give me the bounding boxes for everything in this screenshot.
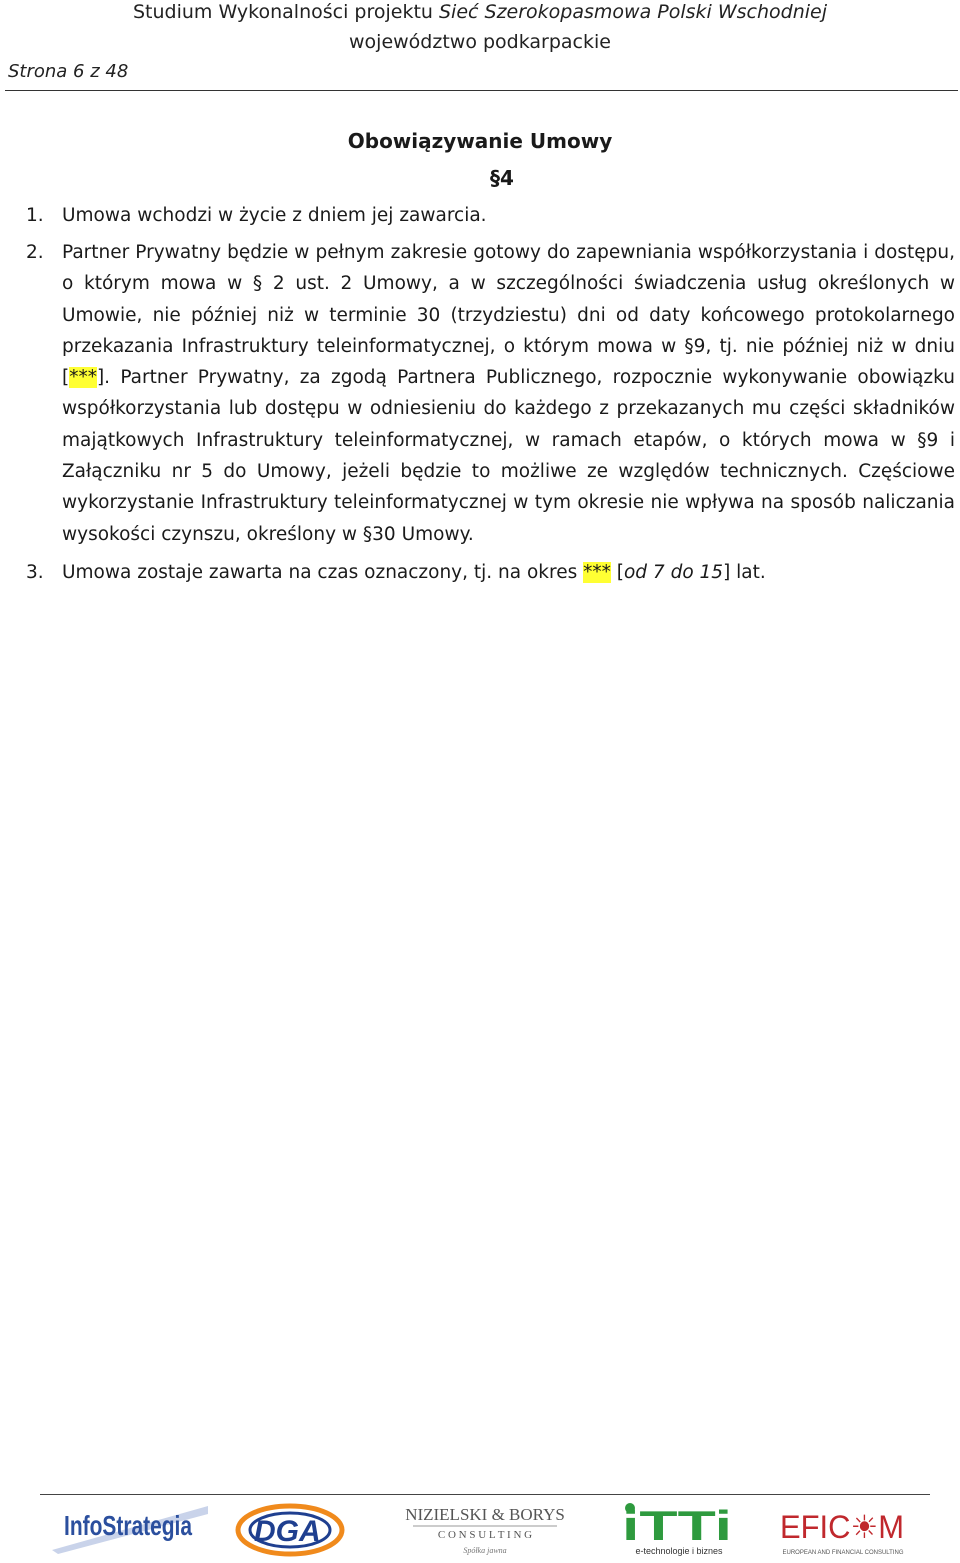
item-3-text-part-b: [ (610, 562, 624, 583)
page-number: Strona 6 z 48 (8, 61, 129, 82)
itti-tagline-text: e-technologie i biznes (635, 1546, 723, 1556)
dga-logo-text: DGA (254, 1515, 321, 1548)
infostrategia-logo-text: InfoStrategia (64, 1510, 193, 1541)
highlight-placeholder: *** (69, 367, 97, 389)
eficom-logo (776, 1500, 910, 1558)
list-item-number: 3. (26, 562, 44, 583)
item-3-text-part-a: Umowa zostaje zawarta na czas oznaczony, tj. na okres (62, 562, 584, 583)
itti-logo-text: iTTi (622, 1502, 732, 1549)
list-item-text (62, 237, 955, 550)
eficom-logo-text: EFIC☀M (780, 1509, 904, 1545)
region-label: województwo podkarpackie (349, 31, 611, 53)
nizielski-name-text: NIZIELSKI & BORYS (405, 1505, 565, 1524)
nizielski-borys-logo (405, 1500, 565, 1558)
item-3-text-part-c: ] lat. (723, 562, 766, 583)
nizielski-consulting-text: C O N S U L T I N G (437, 1529, 533, 1541)
itti-logo (618, 1500, 740, 1558)
footer-divider (40, 1494, 930, 1495)
highlight-placeholder: *** (583, 562, 611, 583)
item-3-italic-range: od 7 do 15 (623, 562, 724, 583)
section-number-label: §4 (490, 166, 514, 190)
section-title: Obowiązywanie Umowy (347, 129, 613, 153)
list-item-number: 1. (26, 205, 44, 226)
list-item-text (62, 557, 955, 588)
item-2-text-part-b: ]. Partner Prywatny, za zgodą Partnera Publicznego, rozpocznie wykonywanie obowiązku współkorzystania lub dostępu w odniesieniu do każdego z przekazanych mu części składników majątkowych Infrastruktury teleinformatycznej, w ramach etapów, o których mowa w §9 i Załączniku nr 5 do Umowy, jeżeli będzie to możliwe ze względów technicznych. Częściowe wykorzystanie Infrastruktury teleinformatycznej w tym okresie nie wpływa na sposób naliczania wysokości czynszu, określony w §30 Umowy. (62, 367, 955, 545)
dga-logo (232, 1500, 344, 1558)
nizielski-company-type-text: Spółka jawna (463, 1546, 507, 1555)
title-prefix: Studium Wykonalności projektu (132, 1, 439, 23)
header-divider (5, 90, 958, 91)
list-item-number: 2. (26, 242, 44, 263)
section-number (0, 165, 960, 191)
title-project-name: Sieć Szerokopasmowa Polski Wschodniej (439, 1, 827, 23)
item-2-text-part-a: Partner Prywatny będzie w pełnym zakresie gotowy do zapewniania współkorzystania i dostępu, o którym mowa w § 2 ust. 2 Umowy, a w szczególności świadczenia usług określonych w Umowie, nie później niż w terminie 30 (trzydziestu) dni od daty końcowego protokolarnego przekazania Infrastruktury teleinformatycznej, o którym mowa w §9, tj. nie później niż w dniu [ (62, 242, 955, 389)
document-title (0, 0, 960, 24)
eficom-tagline-text: EUROPEAN AND FINANCIAL CONSULTING (782, 1550, 904, 1556)
list-item-text: Umowa wchodzi w życie z dniem jej zawarcia. (62, 205, 487, 226)
infostrategia-logo (48, 1500, 213, 1558)
